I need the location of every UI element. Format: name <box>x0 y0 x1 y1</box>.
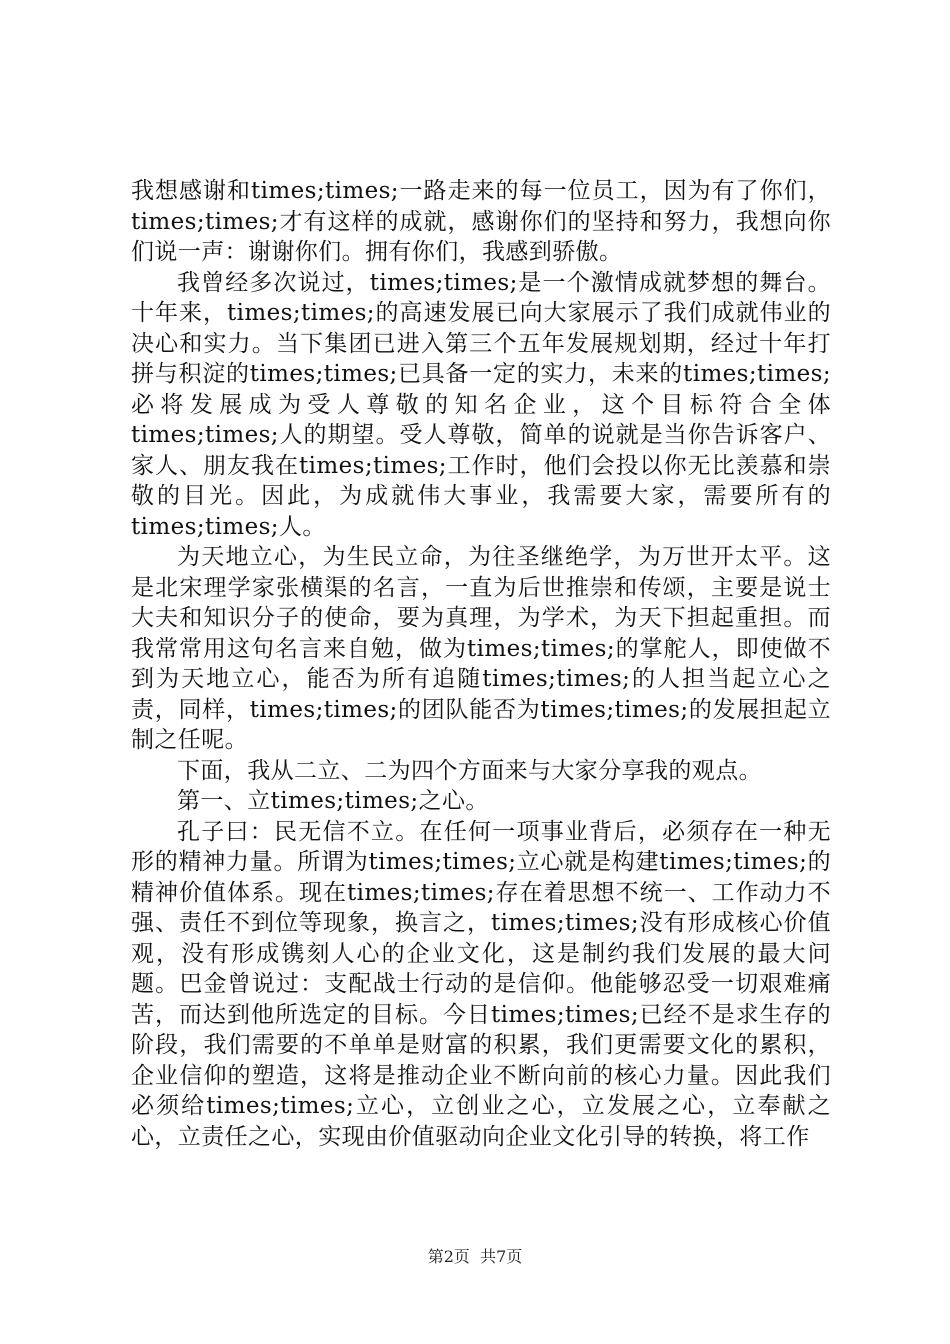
paragraph-2: 我曾经多次说过，times;times;是一个激情成就梦想的舞台。十年来，times;times;的高速发展已向大家展示了我们成就伟业的决心和实力。当下集团已进入第三个五年发展规划期，经过十年打拼与积淀的times;times;已具备一定的实力，未来的times;times;必将发展成为受人尊敬的知名企业，这个目标符合全体times;times;人的期望。受人尊敬，简单的说就是当你告诉客户、家人、朋友我在times;times;工作时，他们会投以你无比羡慕和崇敬的目光。因此，为成就伟大事业，我需要大家，需要所有的times;times;人。 <box>131 269 831 540</box>
total-pages: 共7页 <box>480 1247 523 1266</box>
paragraph-5: 孔子曰：民无信不立。在任何一项事业背后，必须存在一种无形的精神力量。所谓为times;times;立心就是构建times;times;的精神价值体系。现在times;times;存在着思想不统一、工作动力不强、责任不到位等现象，换言之，times;times;没有形成核心价值观，没有形成镌刻人心的企业文化，这是制约我们发展的最大问题。巴金曾说过：支配战士行动的是信仰。他能够忍受一切艰难痛苦，而达到他所选定的目标。今日times;times;已经不是求生存的阶段，我们需要的不单单是财富的积累，我们更需要文化的累积，企业信仰的塑造，这将是推动企业不断向前的核心力量。因此我们必须给times;times;立心，立创业之心，立发展之心，立奉献之心，立责任之心，实现由价值驱动向企业文化引导的转换，将工作 <box>131 818 831 1150</box>
paragraph-4: 下面，我从二立、二为四个方面来与大家分享我的观点。 <box>177 757 762 784</box>
paragraph-3: 为天地立心，为生民立命，为往圣继绝学，为万世开太平。这是北宋理学家张横渠的名言，一直为后世推崇和传颂，主要是说士大夫和知识分子的使命，要为真理，为学术，为天下担起重担。而我常常用这句名言来自勉，做为times;times;的掌舵人，即使做不到为天地立心，能否为所有追随times;times;的人担当起立心之责，同样，times;times;的团队能否为times;times;的发展担起立制之任呢。 <box>131 544 831 753</box>
paragraph-1: 我想感谢和times;times;一路走来的每一位员工，因为有了你们，times;times;才有这样的成就，感谢你们的坚持和努力，我想向你们说一声：谢谢你们。拥有你们，我感到骄傲。 <box>131 178 831 265</box>
page-footer <box>0 1244 950 1267</box>
document-body <box>131 176 831 1152</box>
page-number: 第2页 <box>427 1247 470 1266</box>
section-heading-1: 第一、立times;times;之心。 <box>177 788 489 814</box>
